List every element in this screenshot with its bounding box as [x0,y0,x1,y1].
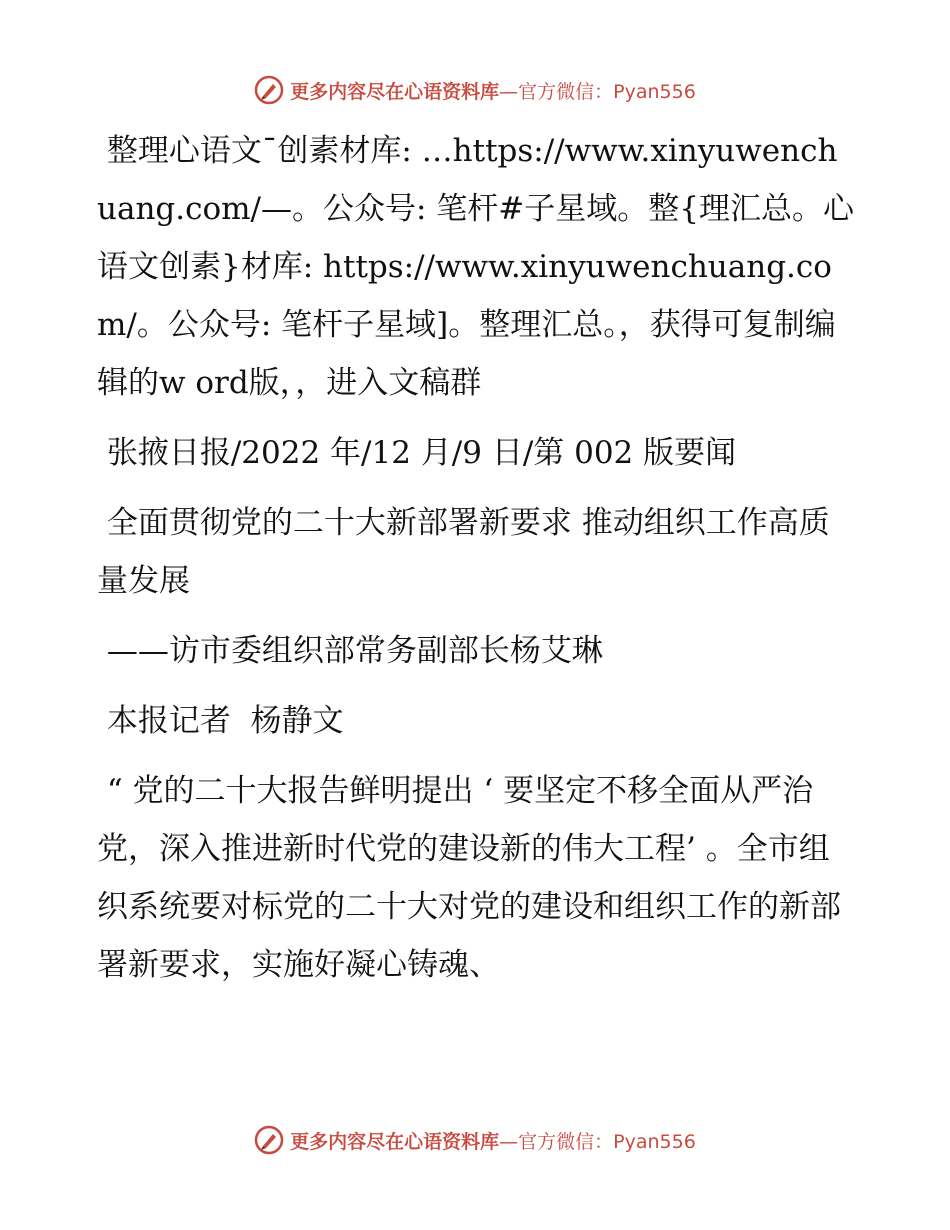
banner-text: 更多内容尽在心语资料库—官方微信：Pyan556 [290,80,696,103]
banner-text: 更多内容尽在心语资料库—官方微信：Pyan556 [290,1130,696,1153]
header-watermark-banner [0,70,950,110]
article-subtitle: ——访市委组织部常务副部长杨艾琳 [97,633,603,669]
pen-logo-icon [254,1125,284,1155]
document-body [97,122,857,994]
footer-watermark-banner [0,1120,950,1160]
article-body-paragraph: “ 党的二十大报告鲜明提出 ‘ 要坚定不移全面从严治党，深入推进新时代党的建设新的伟大工程’ 。全市组织系统要对标党的二十大对党的建设和组织工作的新部署新要求，实施好凝心铸魂、 [97,773,841,983]
intro-paragraph: 整理心语文¯创素材库: …https://www.xinyuwenchuang.com/—。公众号: 笔杆#子星域。整{理汇总。心语文创素}材库: https://www.xinyuwenchuang.com/。公众号: 笔杆子星域]。整理汇总。，获得可复制编辑的w ord版，，进入文稿群 [97,133,854,401]
article-headline: 全面贯彻党的二十大新部署新要求 推动组织工作高质量发展 [97,505,830,599]
article-byline: 本报记者 杨静文 [97,703,344,739]
publication-info: 张掖日报/2022 年/12 月/9 日/第 002 版要闻 [97,435,737,471]
pen-logo-icon [254,75,284,105]
